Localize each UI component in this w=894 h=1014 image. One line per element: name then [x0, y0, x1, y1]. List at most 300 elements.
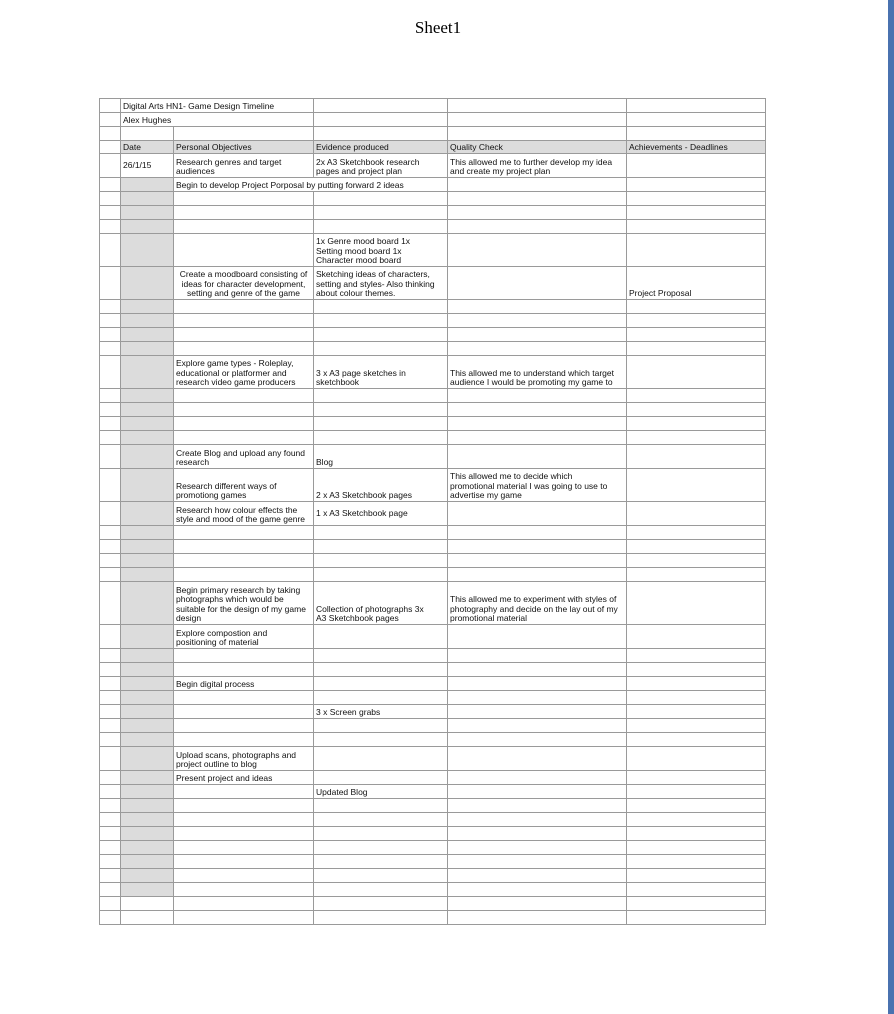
quality-cell[interactable]: This allowed me to experiment with styles of photography and decide on the lay out of my promotional material	[448, 582, 627, 625]
table-cell[interactable]	[121, 813, 174, 827]
table-cell[interactable]	[627, 663, 766, 677]
table-cell[interactable]	[314, 568, 448, 582]
table-cell[interactable]	[448, 663, 627, 677]
quality-cell[interactable]: This allowed me to decide which promotional material I was going to use to advertise my game	[448, 469, 627, 502]
table-cell[interactable]	[100, 113, 121, 127]
table-cell[interactable]	[100, 649, 121, 663]
table-cell[interactable]	[627, 403, 766, 417]
table-cell[interactable]	[121, 540, 174, 554]
table-cell[interactable]	[627, 342, 766, 356]
table-cell[interactable]	[627, 99, 766, 113]
table-cell[interactable]	[100, 178, 121, 192]
table-cell[interactable]	[121, 691, 174, 705]
table-cell[interactable]	[174, 799, 314, 813]
table-cell[interactable]	[121, 554, 174, 568]
table-cell[interactable]	[627, 502, 766, 526]
table-cell[interactable]	[448, 691, 627, 705]
table-cell[interactable]	[314, 649, 448, 663]
table-cell[interactable]	[100, 206, 121, 220]
table-cell[interactable]	[448, 328, 627, 342]
table-cell[interactable]	[448, 869, 627, 883]
table-cell[interactable]	[314, 897, 448, 911]
table-cell[interactable]	[174, 841, 314, 855]
table-cell[interactable]	[121, 502, 174, 526]
table-cell[interactable]	[448, 540, 627, 554]
table-cell[interactable]	[121, 417, 174, 431]
table-cell[interactable]	[627, 300, 766, 314]
table-cell[interactable]	[100, 568, 121, 582]
table-cell[interactable]	[627, 855, 766, 869]
table-cell[interactable]	[121, 705, 174, 719]
table-cell[interactable]	[100, 869, 121, 883]
table-cell[interactable]	[314, 625, 448, 649]
table-cell[interactable]	[627, 178, 766, 192]
table-cell[interactable]	[314, 719, 448, 733]
table-cell[interactable]	[100, 625, 121, 649]
table-cell[interactable]	[174, 869, 314, 883]
table-cell[interactable]	[100, 733, 121, 747]
table-cell[interactable]	[314, 799, 448, 813]
table-cell[interactable]	[627, 582, 766, 625]
table-cell[interactable]	[100, 389, 121, 403]
table-cell[interactable]	[448, 389, 627, 403]
table-cell[interactable]	[627, 234, 766, 267]
table-cell[interactable]	[314, 417, 448, 431]
author-name[interactable]: Alex Hughes	[121, 113, 314, 127]
table-cell[interactable]	[121, 342, 174, 356]
achievement-cell[interactable]: Project Proposal	[627, 267, 766, 300]
table-cell[interactable]	[627, 677, 766, 691]
table-cell[interactable]	[448, 677, 627, 691]
table-cell[interactable]	[314, 328, 448, 342]
table-cell[interactable]	[174, 300, 314, 314]
table-cell[interactable]	[100, 300, 121, 314]
objective-cell[interactable]: Upload scans, photographs and project outline to blog	[174, 747, 314, 771]
table-cell[interactable]	[314, 883, 448, 897]
table-cell[interactable]	[121, 827, 174, 841]
table-cell[interactable]	[174, 813, 314, 827]
table-cell[interactable]	[174, 691, 314, 705]
table-cell[interactable]	[448, 220, 627, 234]
table-cell[interactable]	[314, 677, 448, 691]
doc-title[interactable]: Digital Arts HN1- Game Design Timeline	[121, 99, 314, 113]
date-cell[interactable]: 26/1/15	[121, 154, 174, 178]
table-cell[interactable]	[448, 733, 627, 747]
table-row	[100, 389, 766, 403]
table-cell[interactable]	[121, 178, 174, 192]
table-cell[interactable]	[100, 99, 121, 113]
table-cell[interactable]	[627, 827, 766, 841]
table-cell[interactable]	[100, 855, 121, 869]
table-cell[interactable]	[121, 582, 174, 625]
table-cell[interactable]	[314, 314, 448, 328]
table-row	[100, 469, 766, 502]
table-cell[interactable]	[121, 267, 174, 300]
table-cell[interactable]	[121, 897, 174, 911]
table-cell[interactable]	[627, 813, 766, 827]
table-cell[interactable]	[448, 625, 627, 649]
table-cell[interactable]	[448, 897, 627, 911]
header-date[interactable]: Date	[121, 141, 174, 154]
evidence-cell[interactable]: 2 x A3 Sketchbook pages	[314, 469, 448, 502]
table-row	[100, 813, 766, 827]
table-cell[interactable]	[627, 733, 766, 747]
table-cell[interactable]	[121, 314, 174, 328]
table-row	[100, 691, 766, 705]
table-cell[interactable]	[174, 328, 314, 342]
table-cell[interactable]	[174, 911, 314, 925]
table-cell[interactable]	[121, 677, 174, 691]
table-cell[interactable]	[174, 342, 314, 356]
table-cell[interactable]	[448, 747, 627, 771]
evidence-cell[interactable]: Collection of photographs 3x A3 Sketchbook pages	[314, 582, 448, 625]
table-cell[interactable]	[627, 869, 766, 883]
table-cell[interactable]	[100, 691, 121, 705]
table-cell[interactable]	[448, 113, 627, 127]
table-cell[interactable]	[314, 554, 448, 568]
window-edge-bar	[888, 0, 894, 1014]
objective-cell[interactable]: Research genres and target audiences	[174, 154, 314, 178]
table-cell[interactable]	[121, 389, 174, 403]
table-cell[interactable]	[100, 771, 121, 785]
table-cell[interactable]	[121, 220, 174, 234]
objective-cell[interactable]: Research different ways of promotiong games	[174, 469, 314, 502]
table-cell[interactable]	[100, 663, 121, 677]
table-cell[interactable]	[448, 127, 627, 141]
table-cell[interactable]	[448, 771, 627, 785]
table-cell[interactable]	[174, 234, 314, 267]
table-cell[interactable]	[314, 827, 448, 841]
table-cell[interactable]	[100, 127, 121, 141]
table-cell[interactable]	[121, 469, 174, 502]
table-cell[interactable]	[314, 342, 448, 356]
objective-cell[interactable]: Explore game types - Roleplay, educational or platformer and research video game producers	[174, 356, 314, 389]
table-cell[interactable]	[100, 747, 121, 771]
table-cell[interactable]	[121, 356, 174, 389]
table-row	[100, 127, 766, 141]
table-cell[interactable]	[121, 663, 174, 677]
table-cell[interactable]	[121, 855, 174, 869]
table-cell[interactable]	[100, 445, 121, 469]
table-cell[interactable]	[448, 234, 627, 267]
table-cell[interactable]	[174, 314, 314, 328]
table-cell[interactable]	[121, 841, 174, 855]
objective-cell[interactable]: Present project and ideas	[174, 771, 314, 785]
table-cell[interactable]	[448, 526, 627, 540]
table-cell[interactable]	[314, 300, 448, 314]
evidence-cell[interactable]: 1 x A3 Sketchbook page	[314, 502, 448, 526]
table-cell[interactable]	[174, 554, 314, 568]
table-cell[interactable]	[314, 691, 448, 705]
table-cell[interactable]	[627, 417, 766, 431]
table-row	[100, 869, 766, 883]
table-cell[interactable]	[174, 220, 314, 234]
table-cell[interactable]	[314, 855, 448, 869]
table-cell[interactable]	[174, 719, 314, 733]
header-quality[interactable]: Quality Check	[448, 141, 627, 154]
table-cell[interactable]	[100, 677, 121, 691]
table-cell[interactable]	[448, 192, 627, 206]
header-achievements[interactable]: Achievements - Deadlines	[627, 141, 766, 154]
header-evidence[interactable]: Evidence produced	[314, 141, 448, 154]
table-cell[interactable]	[314, 540, 448, 554]
table-cell[interactable]	[174, 785, 314, 799]
evidence-cell[interactable]: 2x A3 Sketchbook research pages and project plan	[314, 154, 448, 178]
table-row	[100, 733, 766, 747]
table-cell[interactable]	[448, 267, 627, 300]
table-cell[interactable]	[100, 883, 121, 897]
table-cell[interactable]	[174, 733, 314, 747]
table-cell[interactable]	[100, 827, 121, 841]
table-cell[interactable]	[100, 267, 121, 300]
table-cell[interactable]	[627, 540, 766, 554]
table-cell[interactable]	[314, 127, 448, 141]
table-cell[interactable]	[100, 234, 121, 267]
table-cell[interactable]	[100, 141, 121, 154]
objective-cell[interactable]: Explore compostion and positioning of material	[174, 625, 314, 649]
table-cell[interactable]	[448, 649, 627, 663]
table-cell[interactable]	[121, 719, 174, 733]
table-cell[interactable]	[627, 719, 766, 733]
table-cell[interactable]	[448, 855, 627, 869]
table-cell[interactable]	[100, 403, 121, 417]
table-cell[interactable]	[627, 897, 766, 911]
table-row	[100, 841, 766, 855]
table-cell[interactable]	[100, 154, 121, 178]
table-cell[interactable]	[100, 192, 121, 206]
header-objectives[interactable]: Personal Objectives	[174, 141, 314, 154]
table-cell[interactable]	[100, 582, 121, 625]
table-cell[interactable]	[448, 502, 627, 526]
table-cell[interactable]	[627, 314, 766, 328]
table-cell[interactable]	[627, 154, 766, 178]
table-cell[interactable]	[627, 649, 766, 663]
table-cell[interactable]	[121, 649, 174, 663]
table-cell[interactable]	[627, 771, 766, 785]
table-cell[interactable]	[100, 813, 121, 827]
table-cell[interactable]	[174, 389, 314, 403]
objective-cell[interactable]: Create a moodboard consisting of ideas for character development, setting and genre of the game	[174, 267, 314, 300]
table-cell[interactable]	[448, 554, 627, 568]
table-cell[interactable]	[448, 827, 627, 841]
objective-cell[interactable]: Begin digital process	[174, 677, 314, 691]
table-cell[interactable]	[121, 328, 174, 342]
evidence-cell[interactable]: 3 x Screen grabs	[314, 705, 448, 719]
table-cell[interactable]	[100, 540, 121, 554]
table-cell[interactable]	[448, 911, 627, 925]
table-cell[interactable]	[448, 314, 627, 328]
table-cell[interactable]	[314, 220, 448, 234]
table-cell[interactable]	[121, 206, 174, 220]
table-cell[interactable]	[448, 431, 627, 445]
table-cell[interactable]	[121, 445, 174, 469]
quality-cell[interactable]: This allowed me to understand which target audience I would be promoting my game to	[448, 356, 627, 389]
table-cell[interactable]	[627, 799, 766, 813]
table-cell[interactable]	[627, 568, 766, 582]
table-cell[interactable]	[121, 911, 174, 925]
table-cell[interactable]	[314, 841, 448, 855]
table-cell[interactable]	[174, 705, 314, 719]
table-cell[interactable]	[627, 220, 766, 234]
table-cell[interactable]	[121, 785, 174, 799]
table-cell[interactable]	[627, 691, 766, 705]
table-cell[interactable]	[314, 526, 448, 540]
table-cell[interactable]	[627, 883, 766, 897]
table-cell[interactable]	[121, 568, 174, 582]
table-row	[100, 314, 766, 328]
table-cell[interactable]	[174, 192, 314, 206]
table-cell[interactable]	[100, 431, 121, 445]
table-cell[interactable]	[627, 445, 766, 469]
table-cell[interactable]	[627, 356, 766, 389]
table-cell[interactable]	[627, 328, 766, 342]
table-cell[interactable]	[100, 502, 121, 526]
evidence-cell[interactable]: Blog	[314, 445, 448, 469]
table-row	[100, 649, 766, 663]
table-cell[interactable]	[314, 911, 448, 925]
table-cell[interactable]	[314, 869, 448, 883]
evidence-cell[interactable]: Sketching ideas of characters, setting and styles- Also thinking about colour themes.	[314, 267, 448, 300]
table-cell[interactable]	[100, 417, 121, 431]
table-cell[interactable]	[314, 192, 448, 206]
table-cell[interactable]	[121, 234, 174, 267]
table-cell[interactable]	[448, 813, 627, 827]
table-cell[interactable]	[121, 799, 174, 813]
table-cell[interactable]	[627, 526, 766, 540]
table-cell[interactable]	[174, 663, 314, 677]
table-cell[interactable]	[627, 747, 766, 771]
table-cell[interactable]	[627, 389, 766, 403]
table-cell[interactable]	[448, 841, 627, 855]
table-cell[interactable]	[314, 206, 448, 220]
table-cell[interactable]	[174, 827, 314, 841]
table-cell[interactable]	[174, 417, 314, 431]
table-cell[interactable]	[174, 649, 314, 663]
table-cell[interactable]	[448, 99, 627, 113]
table-cell[interactable]	[627, 625, 766, 649]
table-cell[interactable]	[121, 747, 174, 771]
table-cell[interactable]	[174, 526, 314, 540]
table-cell[interactable]	[627, 469, 766, 502]
quality-cell[interactable]: This allowed me to further develop my idea and create my project plan	[448, 154, 627, 178]
table-cell[interactable]	[100, 841, 121, 855]
table-cell[interactable]	[314, 747, 448, 771]
table-cell[interactable]	[100, 526, 121, 540]
table-cell[interactable]	[121, 869, 174, 883]
table-cell[interactable]	[121, 127, 174, 141]
table-row	[100, 799, 766, 813]
table-cell[interactable]	[121, 733, 174, 747]
table-cell[interactable]	[100, 469, 121, 502]
table-cell[interactable]	[314, 813, 448, 827]
table-cell[interactable]	[314, 99, 448, 113]
evidence-cell[interactable]: 1x Genre mood board 1x Setting mood board 1x Character mood board	[314, 234, 448, 267]
table-cell[interactable]	[174, 883, 314, 897]
span-cell[interactable]: Begin to develop Project Porposal by putting forward 2 ideas	[174, 178, 448, 192]
table-cell[interactable]	[448, 300, 627, 314]
table-cell[interactable]	[121, 192, 174, 206]
table-cell[interactable]	[314, 733, 448, 747]
table-cell[interactable]	[627, 113, 766, 127]
table-cell[interactable]	[121, 625, 174, 649]
table-cell[interactable]	[121, 300, 174, 314]
table-cell[interactable]	[174, 403, 314, 417]
table-cell[interactable]	[174, 206, 314, 220]
table-cell[interactable]	[314, 113, 448, 127]
table-cell[interactable]	[448, 705, 627, 719]
table-cell[interactable]	[448, 568, 627, 582]
table-cell[interactable]	[100, 554, 121, 568]
table-cell[interactable]	[627, 785, 766, 799]
table-cell[interactable]	[448, 342, 627, 356]
table-cell[interactable]	[100, 785, 121, 799]
table-cell[interactable]	[314, 403, 448, 417]
table-cell[interactable]	[100, 314, 121, 328]
table-cell[interactable]	[627, 192, 766, 206]
table-cell[interactable]	[448, 785, 627, 799]
table-cell[interactable]	[121, 526, 174, 540]
table-cell[interactable]	[448, 403, 627, 417]
table-cell[interactable]	[121, 403, 174, 417]
table-cell[interactable]	[314, 431, 448, 445]
table-cell[interactable]	[100, 705, 121, 719]
table-cell[interactable]	[314, 389, 448, 403]
table-cell[interactable]	[174, 540, 314, 554]
table-cell[interactable]	[121, 883, 174, 897]
table-cell[interactable]	[100, 911, 121, 925]
table-cell[interactable]	[100, 897, 121, 911]
table-cell[interactable]	[627, 554, 766, 568]
evidence-cell[interactable]: 3 x A3 page sketches in sketchbook	[314, 356, 448, 389]
table-cell[interactable]	[627, 206, 766, 220]
table-cell[interactable]	[627, 431, 766, 445]
table-cell[interactable]	[121, 771, 174, 785]
table-cell[interactable]	[627, 705, 766, 719]
table-cell[interactable]	[627, 841, 766, 855]
table-cell[interactable]	[448, 799, 627, 813]
table-cell[interactable]	[174, 127, 314, 141]
table-cell[interactable]	[100, 356, 121, 389]
objective-cell[interactable]: Create Blog and upload any found research	[174, 445, 314, 469]
evidence-cell[interactable]: Updated Blog	[314, 785, 448, 799]
table-cell[interactable]	[100, 220, 121, 234]
table-cell[interactable]	[448, 883, 627, 897]
table-cell[interactable]	[174, 897, 314, 911]
table-row	[100, 267, 766, 300]
table-cell[interactable]	[100, 719, 121, 733]
table-row	[100, 445, 766, 469]
table-cell[interactable]	[627, 911, 766, 925]
table-cell[interactable]	[121, 431, 174, 445]
objective-cell[interactable]: Research how colour effects the style and mood of the game genre	[174, 502, 314, 526]
table-cell[interactable]	[314, 663, 448, 677]
table-cell[interactable]	[100, 799, 121, 813]
table-cell[interactable]	[448, 445, 627, 469]
table-cell[interactable]	[448, 206, 627, 220]
table-cell[interactable]	[100, 342, 121, 356]
objective-cell[interactable]: Begin primary research by taking photographs which would be suitable for the design of my game design	[174, 582, 314, 625]
table-cell[interactable]	[448, 719, 627, 733]
table-cell[interactable]	[448, 417, 627, 431]
table-row	[100, 625, 766, 649]
table-cell[interactable]	[448, 178, 627, 192]
table-cell[interactable]	[174, 431, 314, 445]
table-cell[interactable]	[100, 328, 121, 342]
table-cell[interactable]	[174, 855, 314, 869]
table-cell[interactable]	[627, 127, 766, 141]
table-cell[interactable]	[314, 771, 448, 785]
table-cell[interactable]	[174, 568, 314, 582]
